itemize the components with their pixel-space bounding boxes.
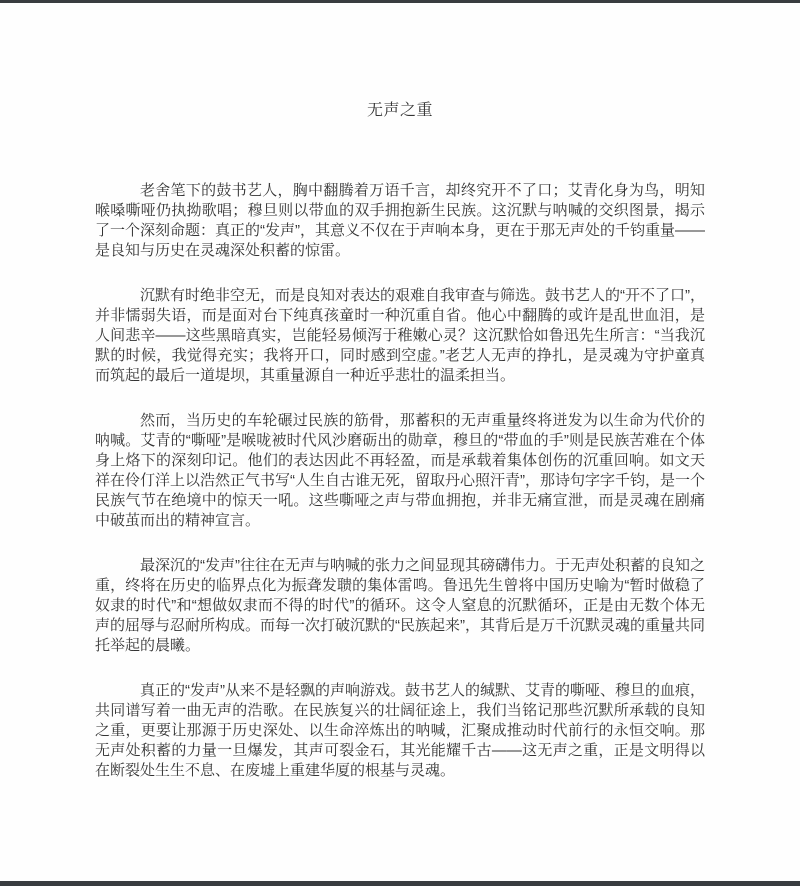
essay-paragraph-1: 老舍笔下的鼓书艺人，胸中翻腾着万语千言，却终究开不了口；艾青化身为鸟，明知喉嗓嘶哑仍执拗歌唱；穆旦则以带血的双手拥抱新生民族。这沉默与呐喊的交织图景，揭示了一个深刻命题：真正的“发声”，其意义不仅在于声响本身，更在于那无声处的千钧重量——是良知与历史在灵魂深处积蓄的惊雷。: [95, 182, 705, 259]
essay-body: [95, 181, 705, 781]
screen-bottom-edge: [0, 881, 800, 886]
essay-paragraph-3: 然而，当历史的车轮碾过民族的筋骨，那蓄积的无声重量终将迸发为以生命为代价的呐喊。艾青的“嘶哑”是喉咙被时代风沙磨砺出的勋章，穆旦的“带血的手”则是民族苦难在个体身上烙下的深刻印记。他们的表达因此不再轻盈，而是承载着集体创伤的沉重回响。如文天祥在伶仃洋上以浩然正气书写“人生自古谁无死，留取丹心照汗青”，那诗句字字千钧，是一个民族气节在绝境中的惊天一吼。这些嘶哑之声与带血拥抱，并非无痛宣泄，而是灵魂在剧痛中破茧而出的精神宣言。: [95, 412, 705, 529]
essay-paragraph-2: 沉默有时绝非空无，而是良知对表达的艰难自我审查与筛选。鼓书艺人的“开不了口”，并非懦弱失语，而是面对台下纯真孩童时一种沉重自省。他心中翻腾的或许是乱世血泪，是人间悲辛——这些黑暗真实，岂能轻易倾泻于稚嫩心灵？这沉默恰如鲁迅先生所言：“当我沉默的时候，我觉得充实；我将开口，同时感到空虚。”老艺人无声的挣扎，是灵魂为守护童真而筑起的最后一道堤坝，其重量源自一种近乎悲壮的温柔担当。: [95, 287, 705, 384]
screen-top-edge: [0, 0, 800, 3]
essay-paragraph-4: 最深沉的“发声”往往在无声与呐喊的张力之间显现其磅礴伟力。于无声处积蓄的良知之重，终将在历史的临界点化为振聋发聩的集体雷鸣。鲁迅先生曾将中国历史喻为“暂时做稳了奴隶的时代”和“想做奴隶而不得的时代”的循环。这令人窒息的沉默循环，正是由无数个体无声的屈辱与忍耐所构成。而每一次打破沉默的“民族起来”，其背后是万千沉默灵魂的重量共同托举起的晨曦。: [95, 557, 705, 654]
essay-paragraph-5: 真正的“发声”从来不是轻飘的声响游戏。鼓书艺人的缄默、艾青的嘶哑、穆旦的血痕，共同谱写着一曲无声的浩歌。在民族复兴的壮阔征途上，我们当铭记那些沉默所承载的良知之重，更要让那源于历史深处、以生命淬炼出的呐喊，汇聚成推动时代前行的永恒交响。那无声处积蓄的力量一旦爆发，其声可裂金石，其光能耀千古——这无声之重，正是文明得以在断裂处生生不息、在废墟上重建华厦的根基与灵魂。: [95, 682, 705, 779]
essay-title: 无声之重: [366, 102, 433, 119]
